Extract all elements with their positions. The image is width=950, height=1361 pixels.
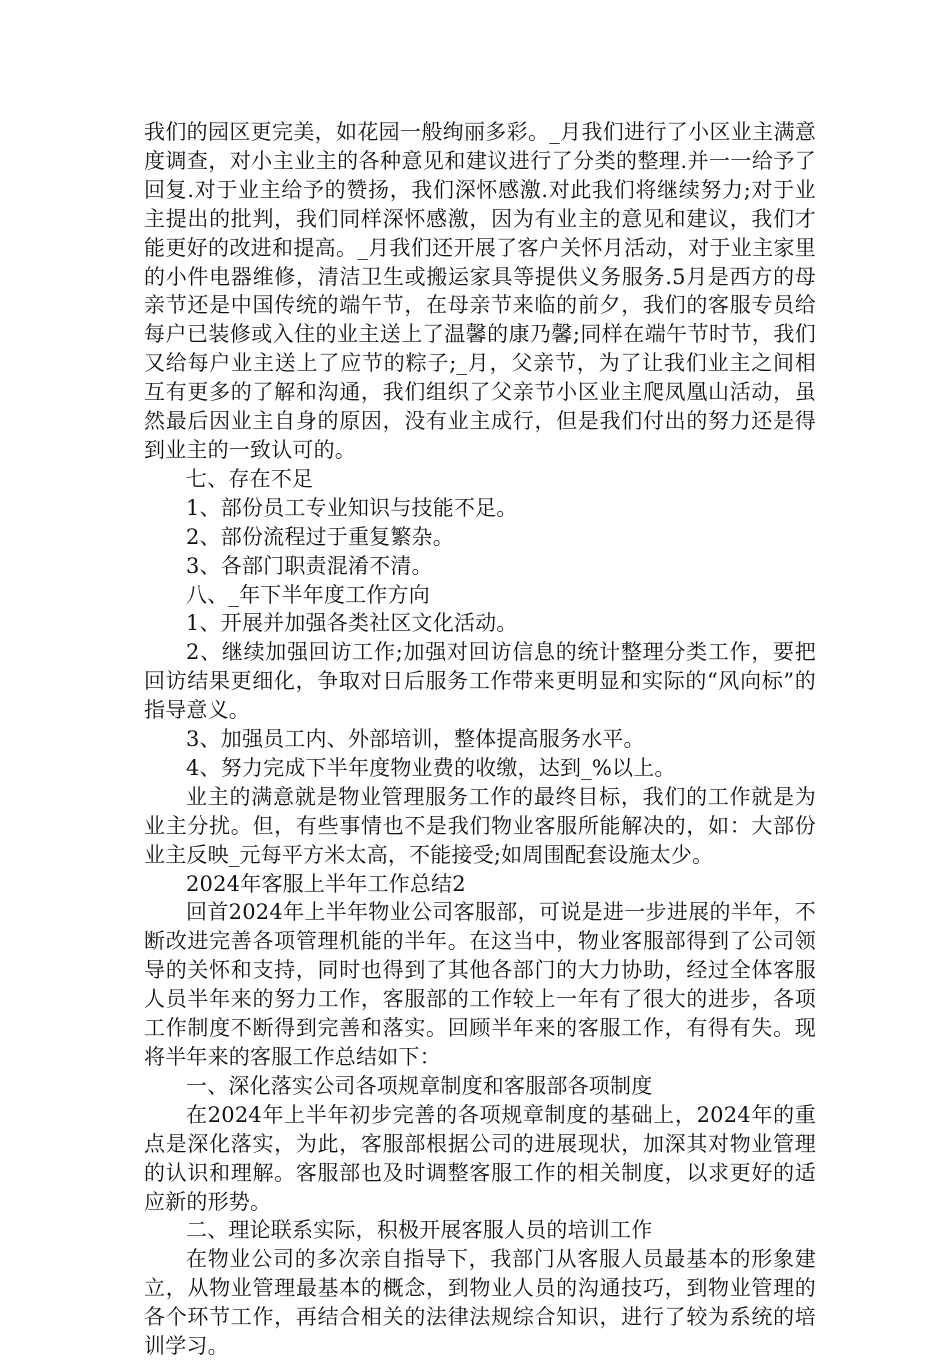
heading-regulations: 一、深化落实公司各项规章制度和客服部各项制度 — [186, 1073, 653, 1098]
list-item: 3、各部门职责混淆不清。 — [186, 553, 433, 578]
paragraph-training: 在物业公司的多次亲自指导下，我部门从客服人员最基本的形象建立，从物业管理最基本的概念，到物业人员的沟通技巧，到物业管理的各个环节工作，再结合相关的法律法规综合知识，进行了较为系统的培训学习。 — [144, 1247, 816, 1359]
list-item: 1、部份员工专业知识与技能不足。 — [186, 495, 518, 520]
list-item: 3、加强员工内、外部培训，整体提高服务水平。 — [186, 727, 645, 752]
heading-training: 二、理论联系实际，积极开展客服人员的培训工作 — [186, 1218, 653, 1243]
paragraph-community-activities: 我们的园区更完美，如花园一般绚丽多彩。_月我们进行了小区业主满意度调查，对小主业主的各种意见和建议进行了分类的整理.并一一给予了回复.对于业主给予的赞扬，我们深怀感激.对此我们将继续努力;对于业主提出的批判，我们同样深怀感激，因为有业主的意见和建议，我们才能更好的改进和提高。_月我们还开展了客户关怀月活动，对于业主家里的小件电器维修，清洁卫生或搬运家具等提供义务服务.5月是西方的母亲节还是中国传统的端午节，在母亲节来临的前夕，我们的客服专员给每户已装修或入住的业主送上了温馨的康乃馨;同样在端午节时节，我们又给每户业主送上了应节的粽子;_月，父亲节，为了让我们业主之间相互有更多的了解和沟通，我们组织了父亲节小区业主爬凤凰山活动，虽然最后因业主自身的原因，没有业主成行，但是我们付出的努力还是得到业主的一致认可的。 — [144, 120, 816, 462]
list-item: 4、努力完成下半年度物业费的收缴，达到_%以上。 — [186, 755, 676, 780]
document-body — [144, 118, 816, 1361]
list-item: 2、继续加强回访工作;加强对回访信息的统计整理分类工作，要把回访结果更细化，争取对日后服务工作带来更明显和实际的“风向标”的指导意义。 — [144, 640, 816, 723]
paragraph-satisfaction: 业主的满意就是物业管理服务工作的最终目标，我们的工作就是为业主分扰。但，有些事情也不是我们物业客服所能解决的，如：大部份业主反映_元每平方米太高，不能接受;如周围配套设施太少。 — [144, 784, 816, 867]
paragraph-regulations: 在2024年上半年初步完善的各项规章制度的基础上，2024年的重点是深化落实，为此，客服部根据公司的进展现状，加深其对物业管理的认识和理解。客服部也及时调整客服工作的相关制度，以求更好的适应新的形势。 — [144, 1102, 816, 1214]
heading-second-half-direction: 八、_年下半年度工作方向 — [186, 582, 430, 607]
paragraph-review: 回首2024年上半年物业公司客服部，可说是进一步进展的半年，不断改进完善各项管理机能的半年。在这当中，物业客服部得到了公司领导的关怀和支持，同时也得到了其他各部门的大力协助，经过全体客服人员半年来的努力工作，客服部的工作较上一年有了很大的进步，各项工作制度不断得到完善和落实。回顾半年来的客服工作，有得有失。现将半年来的客服工作总结如下： — [144, 900, 816, 1069]
section-title: 2024年客服上半年工作总结2 — [186, 871, 466, 896]
heading-shortcomings: 七、存在不足 — [186, 466, 314, 491]
list-item: 1、开展并加强各类社区文化活动。 — [186, 611, 518, 636]
list-item: 2、部份流程过于重复繁杂。 — [186, 524, 454, 549]
